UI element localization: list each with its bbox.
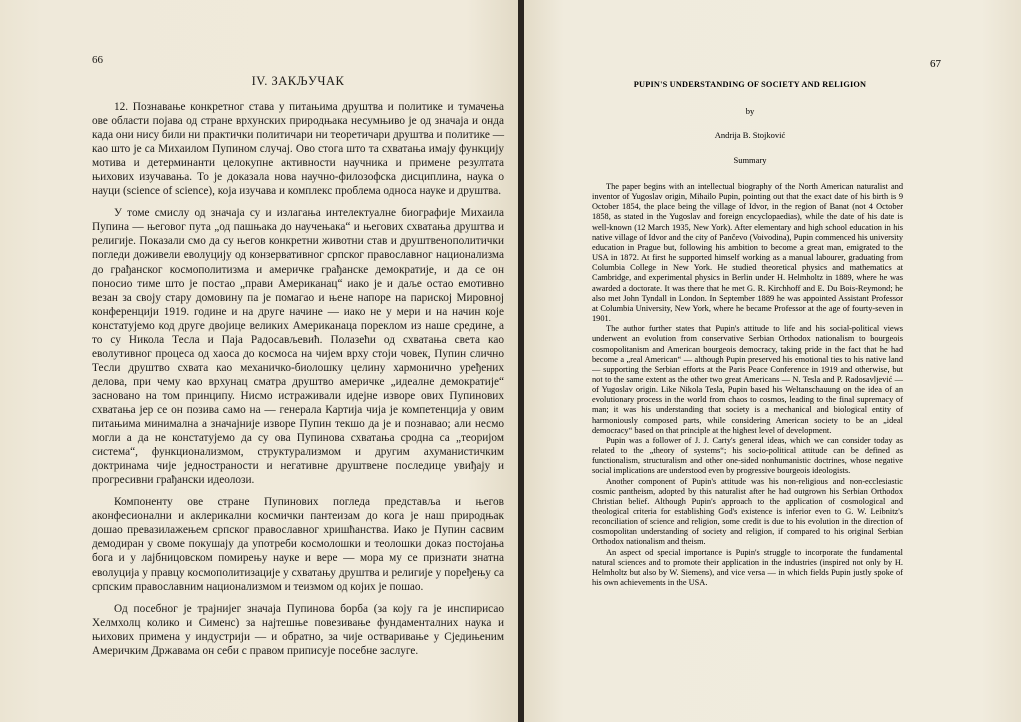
paragraph: The paper begins with an intellectual biography of the North American naturalist and inventor of Yugoslav origin, Mihailo Pupin, pointing out that the exact date of his birth is 9 October 1854, the place being the village of Idvor, in the region of Banat (not 4 October 1858, as stated in the Yugoslav and foreign encyclopaedias), while the date of his date is well-known (12 March 1935, New York). After elementary and high school education in his native village of Idvor and the city of Pančevo (Voivodina), Pupin commenced his university education in Prague but, following his ambition to become a great man, emigrated to the USA in 1872. At first he supported himself working as a manual labourer, graduating from Columbia College in New York. He studied theoretical physics and mathematics at Cambridge, and experimental physics in Berlin under H. Helmholtz in 1889, where he was awarded a doctorate. It was there that he met G. R. Kirchhoff and E. Du Bois-Reymond; he also met John Tyndall in London. In September 1889 he was appointed Assistant Professor at Columbia University, New York, where he became Professor at the age of fourty-seven in 1901.	[592, 182, 903, 324]
byline-by: by	[745, 106, 755, 116]
summary-label: Summary	[733, 155, 767, 165]
article-title: PUPIN'S UNDERSTANDING OF SOCIETY AND RELIGION	[633, 80, 867, 89]
paragraph: Од посебног је трајнијег значаја Пупинова борба (за коју га је инспирисао Хелмхолц колико и Сименс) за најтешње повезивање фундаменталних наука и њихових примена у индустрији — и обратно, за чије остваривање у Сједињеним Америчким Државама он себи с правом приписује посебне заслуге.	[92, 602, 504, 657]
summary-body	[592, 182, 903, 588]
page-number: 66	[92, 54, 103, 66]
author-name: Andrija B. Stojković	[714, 130, 786, 140]
paragraph: 12. Познавање конкретног става у питањима друштва и политике и тумачења ове области појава од стране врхунских природњака несумњиво је од значаја и онда када они нису били ни практички политичари ни теоретичари друштва и политике — као што је са Михаилом Пупином случај. Ово стога што та схватања имају функцију мотива и детерминанти целокупне активности научника и примене резултата њихових изучавања. То је доказала нова научно-филозофска дисциплина, наука о науци (science of science), која изучава и комплекс проблема односа науке и друштва.	[92, 101, 504, 198]
paragraph: Another component of Pupin's attitude was his non-religious and non-ecclesiastic cosmic pantheism, adopted by this naturalist after he had outgrown his Serbian Orthodox Christian belief. Although Pupin's approach to the application of cosmological and theological criteria for establishing God's existence is inferior even to G. W. Leibnitz's reconciliation of science and religion, some credit is due to his evolution in the direction of cosmopolitan understanding of society and religion, if compared to his original Serbian Orthodox nationalism and theism.	[592, 476, 903, 547]
chapter-heading: IV. ЗАКЉУЧАК	[251, 74, 345, 88]
chapter-body	[92, 100, 504, 658]
paragraph: Pupin was a follower of J. J. Carty's general ideas, which we can consider today as related to the „theory of systems“; his socio-political attitude can be defined as functionalism, structuralism and other one-sided nonhumanistic doctrines, whose negative social implications are understood even by progressive bourgeois ideologists.	[592, 435, 903, 476]
paragraph: Компоненту ове стране Пупинових погледа представља и његов аконфесионални и аклерикални космички пантеизам до кога је наш природњак дошао превазилажењем српског православног хришћанства. Иако је Пупин сасвим демодиран у своме покушају да употреби космолошки и теолошки доказ постојања бога и у лајбницовском помирењу науке и вере — мора му се признати знатна еволуција у правцу космополитизације у схватању друштва и религије у поређењу са српским православним национализмом и теизмом од којих је пошао.	[92, 496, 504, 593]
paragraph: The author further states that Pupin's attitude to life and his social-political views underwent an evolution from conservative Serbian Orthodox nationalism to bourgeois cosmopolitanism and American bourgeois democracy, taking pride in the fact that he had become a „real American“ — although Pupin preserved his emotional ties to his native land — supporting the Serbian efforts at the Paris Peace Conference in 1919 and otherwise, but not to the same extent as the other two great Americans — N. Tesla and P. Radosavljević — of Yugoslav origin. Like Nikola Tesla, Pupin based his Weltanschauung on the idea of an evolutionary process in the world from chaos to cosmos, leading to the final supremacy of man; it was his understanding that society is a mechanical and biological entity of harmoniously composed parts, while considering American society to be an „ideal democracy“ based on that principle at the highest level of development.	[592, 324, 903, 435]
page-number: 67	[930, 58, 941, 70]
paragraph: An aspect od special importance is Pupin's struggle to incorporate the fundamental natural sciences and to promote their application in the industries (inspired not only by H. Helmholtz but also by W. Siemens), and vice versa — in which fields Pupin justly spoke of his own achievements in the USA.	[592, 547, 903, 588]
paragraph: У томе смислу од значаја су и излагања интелектуалне биографије Михаила Пупина — његовог пута „од пашњака до научењака“ и његових схватања друштва и религије. Показали смо да су његов конкретни животни став и друштвенополитички погледи доживели еволуцију од конзервативног српског православног национализма до грађанског космополитизма и америчке грађанске демократије, и да се он поносио тиме што је постао „прави Американац“ иако је и даље остао емотивно везан за своју стару домовину па је помагао и њене напоре на париској Мировној конференцији 1919. године и на друге начине — иако не у мери и на начин које констатујемо код друге двојице великих Американаца пореклом из наше средине, а то су Никола Тесла и Паја Радосављевић. Полазећи од схватања света као еволутивног процеса од хаоса до космоса на чијем врху стоји човек, Пупин слично Тесли друштво схвата као механичко-биолошку целину хармонично уређених делова, при чему као врхунац сматра друштво америчке „идеалне демократије“ засновано на том принципу. Нисмо истраживали идејне изворе ових Пупинових схватања јер се он позива само на — генерала Картија чија је компетенција у овим питањима минимална а значајније изворе Пупин текшо да је и познавао; али несмо могли а да не констатујемо да су ова Пупинова схватања сродна са „теоријом система“, функционализмом, структурализмом и другим ахуманистичким доктринама чије једностраности и негативне друштвене последице увиђају и прогресивни грађански идеолози.	[92, 207, 504, 487]
